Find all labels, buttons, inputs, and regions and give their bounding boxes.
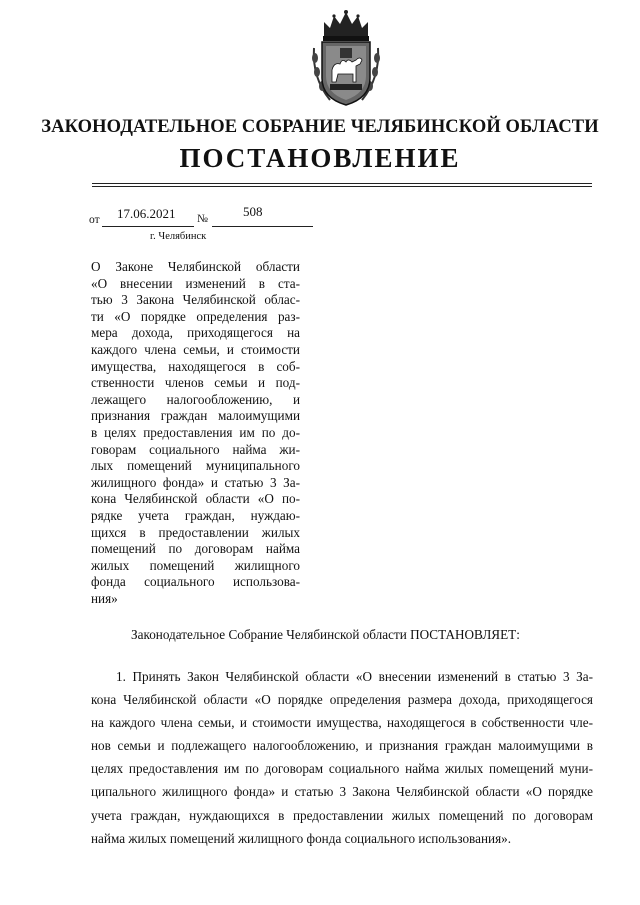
preamble-text: Законодательное Собрание Челябинской области ПОСТАНОВЛЯЕТ: [131, 627, 520, 642]
paragraph-line: учета граждан, нуждающихся в предоставлении жилых помещений по договорам [91, 807, 593, 823]
number-sign-label: № [197, 213, 208, 225]
date-prefix-label: от [89, 214, 100, 226]
document-date: 17.06.2021 [117, 206, 176, 221]
subject-line: ния» [91, 590, 118, 606]
paragraph-line: на каждого члена семьи, и стоимости имущества, находящегося в собственности чле- [91, 715, 593, 731]
subject-line: кона Челябинской области «О по- [91, 491, 300, 507]
subject-line: в целях предоставления им по до- [91, 424, 300, 440]
subject-line: каждого члена семьи, и стоимости [91, 341, 300, 357]
subject-line: жилищного фонда» и статью 3 За- [91, 474, 300, 490]
subject-line: лых помещений муниципального [91, 458, 300, 474]
number-underline [212, 226, 313, 227]
subject-line: ти «О порядке определения раз- [91, 308, 300, 324]
organization-name: ЗАКОНОДАТЕЛЬНОЕ СОБРАНИЕ ЧЕЛЯБИНСКОЙ ОБЛАСТИ [41, 117, 599, 137]
city-label: г. Челябинск [150, 231, 207, 242]
document-number: 508 [243, 204, 263, 219]
subject-line: О Законе Челябинской области [91, 259, 300, 274]
document-subject [91, 259, 300, 607]
subject-line: фонда социального использова- [91, 574, 300, 590]
paragraph-line: целях предоставления им по договорам социального найма жилых помещений муни- [91, 761, 593, 777]
paragraph-line: ципального жилищного фонда» и статью 3 Закона Челябинской области «О порядке [91, 784, 593, 800]
subject-line: мера дохода, приходящегося на [91, 325, 300, 341]
subject-line: признания граждан малоимущими [91, 408, 300, 424]
resolution-paragraph-1 [91, 665, 593, 850]
paragraph-line: найма жилых помещений жилищного фонда социального использования». [91, 830, 512, 846]
subject-line: щихся в предоставлении жилых [91, 524, 300, 540]
subject-line: тью 3 Закона Челябинской облас- [91, 292, 300, 308]
date-underline [102, 226, 194, 227]
paragraph-line: нов семьи и подлежащего налогообложению, и признания граждан малоимущими в [91, 738, 593, 754]
subject-line: имущества, находящегося в соб- [91, 358, 300, 374]
subject-line: помещений по договорам найма [91, 541, 300, 557]
paragraph-line: 1. Принять Закон Челябинской области «О внесении изменений в статью 3 За- [116, 669, 593, 684]
crown-icon [323, 10, 369, 41]
subject-line: жилых помещений жилищного [91, 557, 300, 573]
subject-line: «О внесении изменений в ста- [91, 275, 300, 291]
header-rule-top [92, 183, 592, 184]
subject-line: лежащего налогообложению, и [91, 391, 300, 407]
coat-of-arms-emblem [310, 8, 382, 108]
subject-line: ственности членов семьи и под- [91, 375, 300, 391]
subject-line: говорам социального найма жи- [91, 441, 300, 457]
document-type-title: ПОСТАНОВЛЕНИЕ [179, 143, 461, 173]
header-rule-bottom [92, 186, 592, 187]
paragraph-line: кона Челябинской области «О порядке определения размера дохода, приходящегося [91, 692, 593, 708]
subject-line: рядке учета граждан, нуждаю- [91, 507, 300, 523]
